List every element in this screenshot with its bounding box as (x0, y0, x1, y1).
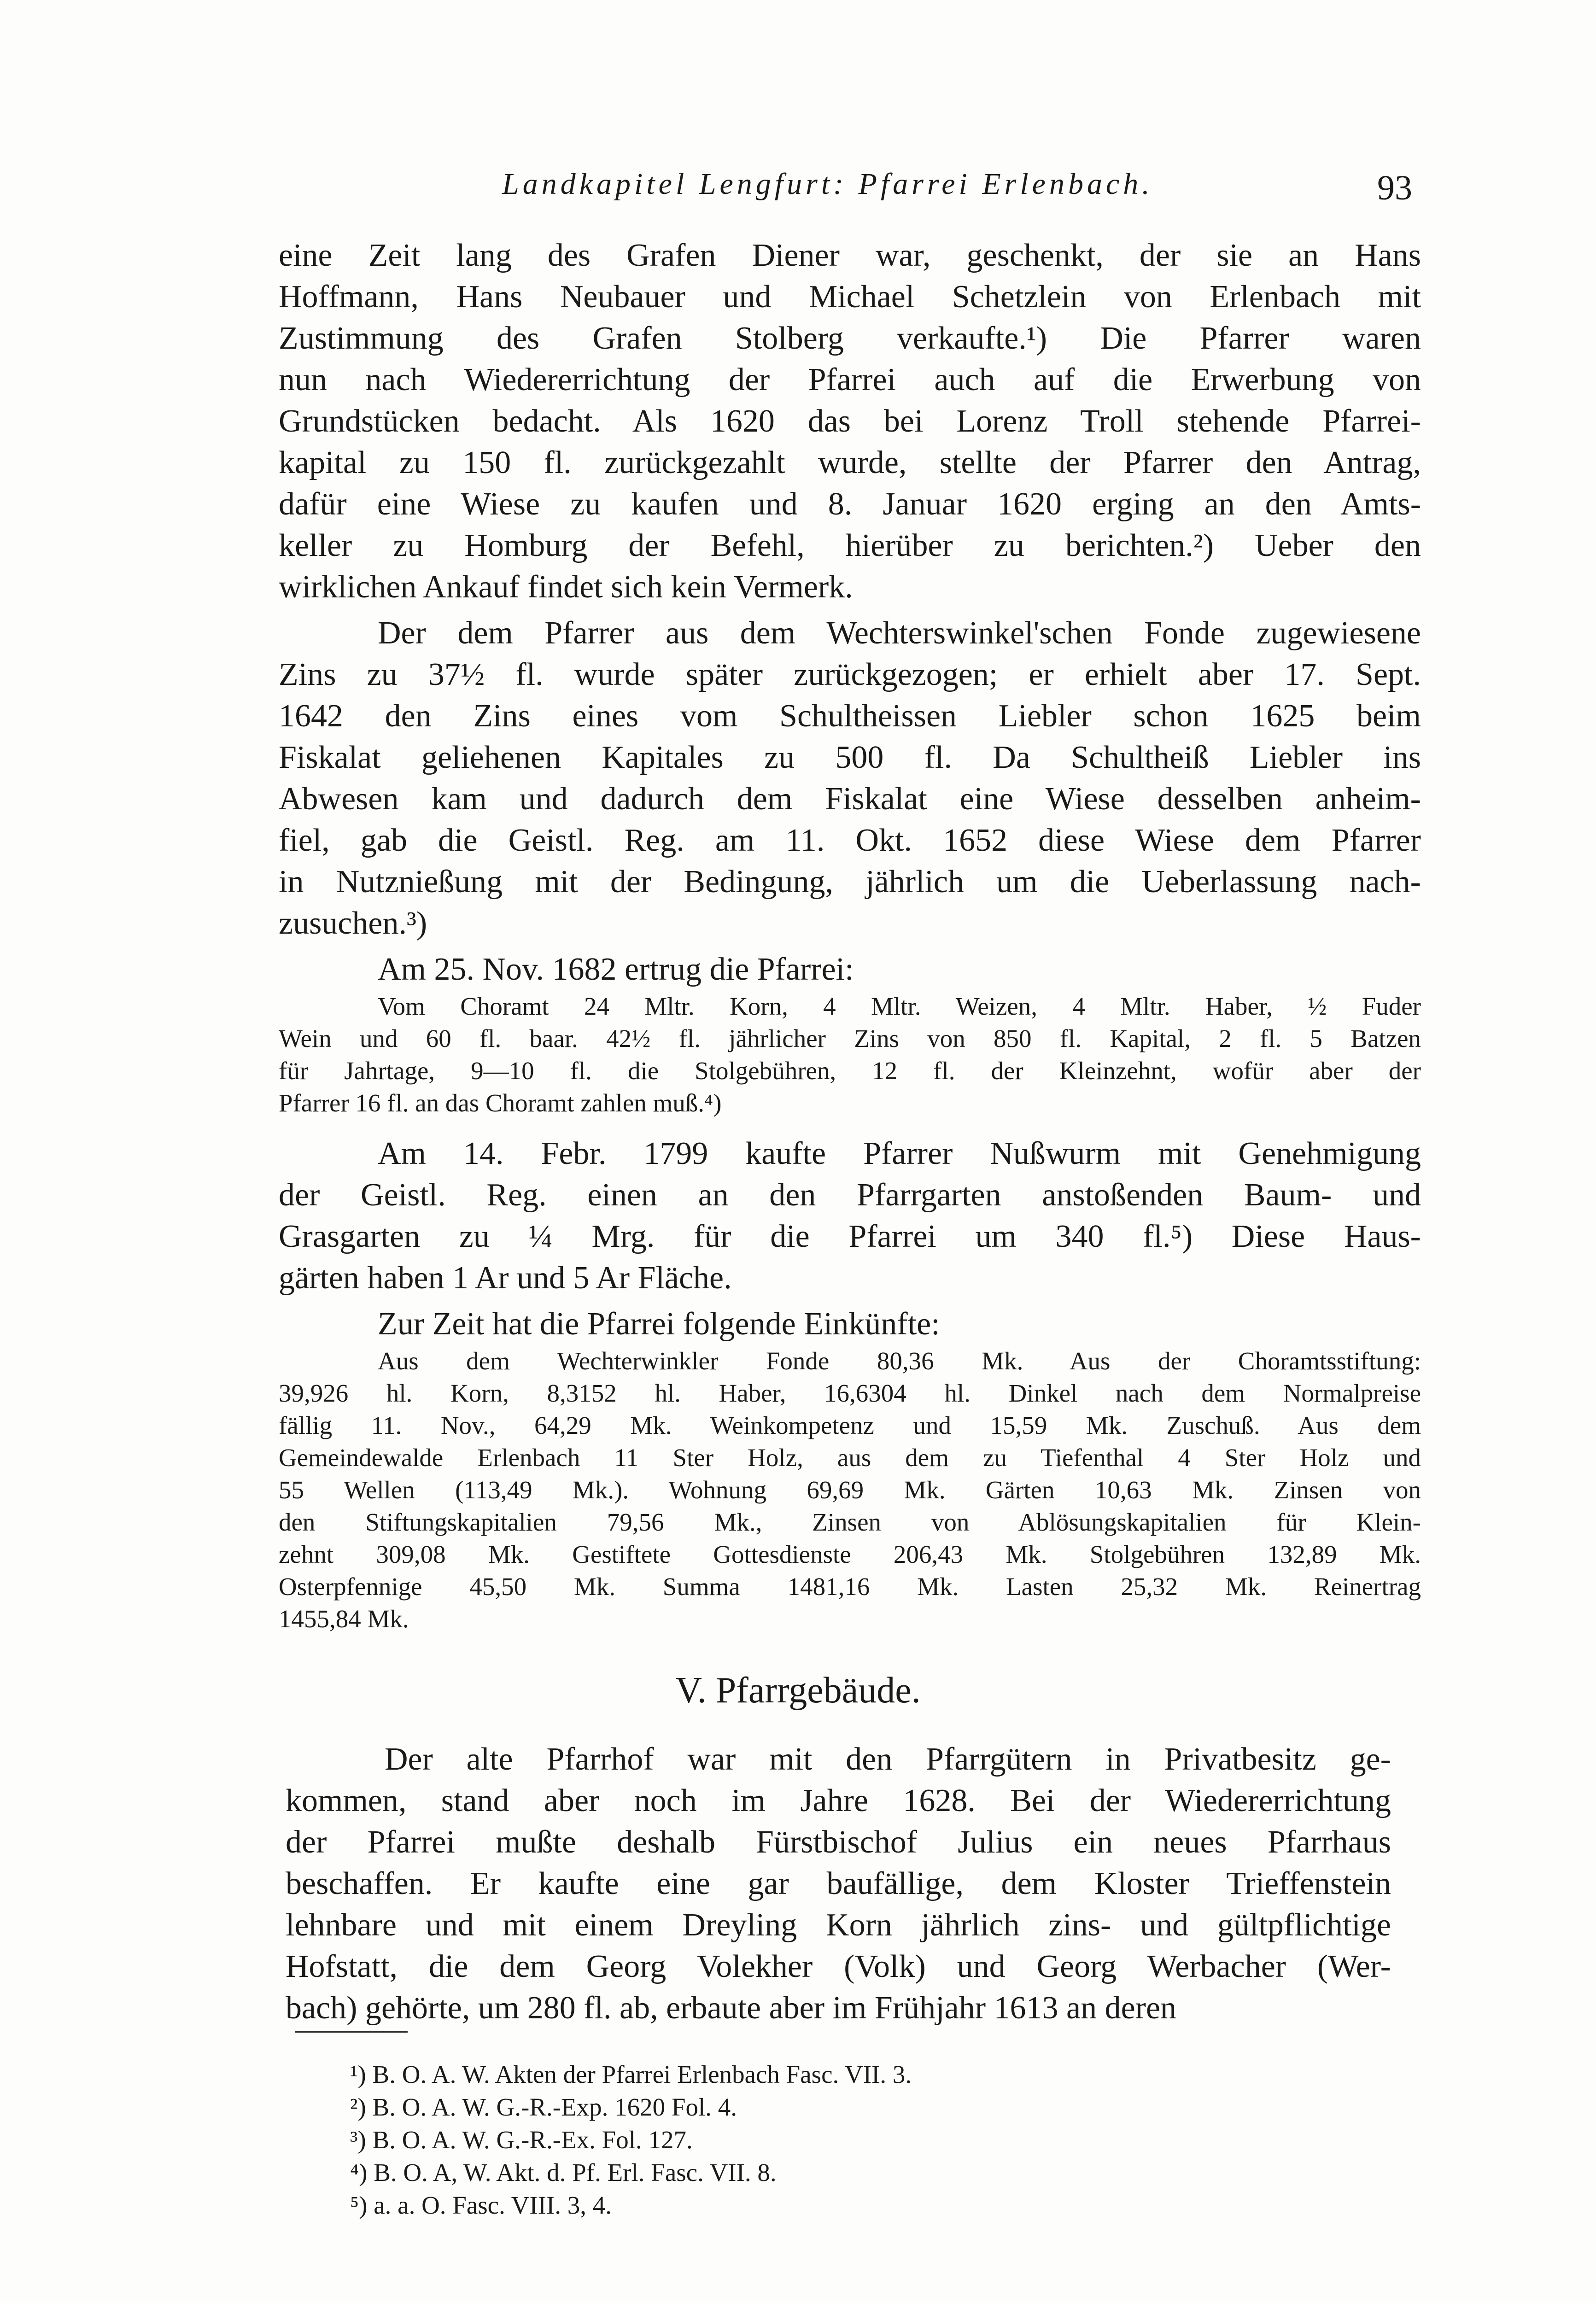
text-line: Zur Zeit hat die Pfarrei folgende Einkünfte: (378, 1306, 940, 1342)
text-line: dafür eine Wiese zu kaufen und 8. Januar 1620 erging an den Amts- (279, 486, 1421, 522)
section-heading: V. Pfarrgebäude. (675, 1670, 921, 1711)
footnote: ¹) B. O. A. W. Akten der Pfarrei Erlenbach Fasc. VII. 3. (350, 2060, 912, 2088)
text-line: kapital zu 150 fl. zurückgezahlt wurde, stellte der Pfarrer den Antrag, (279, 445, 1421, 480)
text-line: Der dem Pfarrer aus dem Wechterswinkel'schen Fonde zugewiesene (378, 615, 1421, 651)
text-line: beschaffen. Er kaufte eine gar baufällige, dem Kloster Trieffenstein (286, 1866, 1391, 1901)
text-line: Zustimmung des Grafen Stolberg verkaufte.¹) Die Pfarrer waren (279, 321, 1421, 356)
text-line: Vom Choramt 24 Mltr. Korn, 4 Mltr. Weizen, 4 Mltr. Haber, ½ Fuder (378, 992, 1421, 1020)
text-line: der Pfarrei mußte deshalb Fürstbischof Julius ein neues Pfarrhaus (286, 1824, 1391, 1860)
text-line: 1455,84 Mk. (279, 1605, 409, 1633)
text-line: 39,926 hl. Korn, 8,3152 hl. Haber, 16,6304 hl. Dinkel nach dem Normalpreise (279, 1379, 1421, 1407)
text-line: den Stiftungskapitalien 79,56 Mk., Zinsen von Ablösungskapitalien für Klein- (279, 1508, 1421, 1536)
paragraph (279, 613, 1421, 944)
text-line: Am 14. Febr. 1799 kaufte Pfarrer Nußwurm mit Genehmigung (378, 1136, 1421, 1171)
text-line: gärten haben 1 Ar und 5 Ar Fläche. (279, 1260, 732, 1296)
text-line: 1642 den Zins eines vom Schultheissen Liebler schon 1625 beim (279, 698, 1421, 734)
text-line: fällig 11. Nov., 64,29 Mk. Weinkompetenz und 15,59 Mk. Zuschuß. Aus dem (279, 1411, 1421, 1439)
text-line: fiel, gab die Geistl. Reg. am 11. Okt. 1652 diese Wiese dem Pfarrer (279, 823, 1421, 858)
text-line: Fiskalat geliehenen Kapitales zu 500 fl. Da Schultheiß Liebler ins (279, 740, 1421, 775)
running-head: Landkapitel Lengfurt: Pfarrei Erlenbach. (502, 167, 1153, 201)
text-line: Wein und 60 fl. baar. 42½ fl. jährlicher Zins von 850 fl. Kapital, 2 fl. 5 Batzen (279, 1024, 1421, 1052)
footnote: ⁵) a. a. O. Fasc. VIII. 3, 4. (350, 2191, 612, 2219)
text-line: in Nutznießung mit der Bedingung, jährlich um die Ueberlassung nach- (279, 864, 1421, 900)
footnote: ²) B. O. A. W. G.-R.-Exp. 1620 Fol. 4. (350, 2093, 737, 2121)
paragraph-small (279, 990, 1421, 1119)
text-line: Osterpfennige 45,50 Mk. Summa 1481,16 Mk. Lasten 25,32 Mk. Reinertrag (279, 1572, 1421, 1601)
paragraph (279, 1303, 1421, 1345)
footnote: ³) B. O. A. W. G.-R.-Ex. Fol. 127. (350, 2126, 693, 2154)
text-line: Pfarrer 16 fl. an das Choramt zahlen muß.⁴) (279, 1089, 722, 1117)
paragraph (279, 949, 1421, 990)
text-line: keller zu Homburg der Befehl, hierüber zu berichten.²) Ueber den (279, 528, 1421, 563)
text-line: lehnbare und mit einem Dreyling Korn jährlich zins- und gültpflichtige (286, 1907, 1391, 1943)
text-line: nun nach Wiedererrichtung der Pfarrei auch auf die Erwerbung von (279, 362, 1421, 397)
text-line: der Geistl. Reg. einen an den Pfarrgarten anstoßenden Baum- und (279, 1177, 1421, 1213)
paragraph (286, 1739, 1391, 2029)
text-line: kommen, stand aber noch im Jahre 1628. Bei der Wiedererrichtung (286, 1783, 1391, 1818)
text-line: Hoffmann, Hans Neubauer und Michael Schetzlein von Erlenbach mit (279, 279, 1421, 315)
paragraph (279, 1133, 1421, 1299)
text-line: Aus dem Wechterwinkler Fonde 80,36 Mk. Aus der Choramtsstiftung: (378, 1347, 1421, 1375)
page-header (0, 161, 1596, 207)
text-line: Der alte Pfarrhof war mit den Pfarrgütern in Privatbesitz ge- (385, 1742, 1391, 1777)
text-line: 55 Wellen (113,49 Mk.). Wohnung 69,69 Mk. Gärten 10,63 Mk. Zinsen von (279, 1476, 1421, 1504)
text-line: eine Zeit lang des Grafen Diener war, geschenkt, der sie an Hans (279, 238, 1421, 273)
paragraph-small (279, 1345, 1421, 1635)
text-line: zusuchen.³) (279, 906, 427, 941)
text-line: Abwesen kam und dadurch dem Fiskalat eine Wiese desselben anheim- (279, 781, 1421, 817)
text-line: Grasgarten zu ¼ Mrg. für die Pfarrei um 340 fl.⁵) Diese Haus- (279, 1219, 1421, 1254)
text-line: Grundstücken bedacht. Als 1620 das bei Lorenz Troll stehende Pfarrei- (279, 403, 1421, 439)
text-line: Hofstatt, die dem Georg Volekher (Volk) und Georg Werbacher (Wer- (286, 1949, 1391, 1984)
footnote: ⁴) B. O. A, W. Akt. d. Pf. Erl. Fasc. VII. 8. (350, 2158, 777, 2186)
page-number: 93 (1377, 169, 1412, 207)
paragraph (279, 235, 1421, 608)
footnotes (350, 2058, 1492, 2221)
text-line: Gemeindewalde Erlenbach 11 Ster Holz, aus dem zu Tiefenthal 4 Ster Holz und (279, 1444, 1421, 1472)
text-line: Am 25. Nov. 1682 ertrug die Pfarrei: (378, 952, 854, 987)
text-line: wirklichen Ankauf findet sich kein Vermerk. (279, 569, 853, 605)
text-line: zehnt 309,08 Mk. Gestiftete Gottesdienste 206,43 Mk. Stolgebühren 132,89 Mk. (279, 1540, 1421, 1568)
footnote-divider (295, 2031, 408, 2033)
text-line: Zins zu 37½ fl. wurde später zurückgezogen; er erhielt aber 17. Sept. (279, 657, 1421, 692)
text-line: bach) gehörte, um 280 fl. ab, erbaute aber im Frühjahr 1613 an deren (286, 1990, 1177, 2026)
text-line: für Jahrtage, 9—10 fl. die Stolgebühren, 12 fl. der Kleinzehnt, wofür aber der (279, 1057, 1421, 1085)
